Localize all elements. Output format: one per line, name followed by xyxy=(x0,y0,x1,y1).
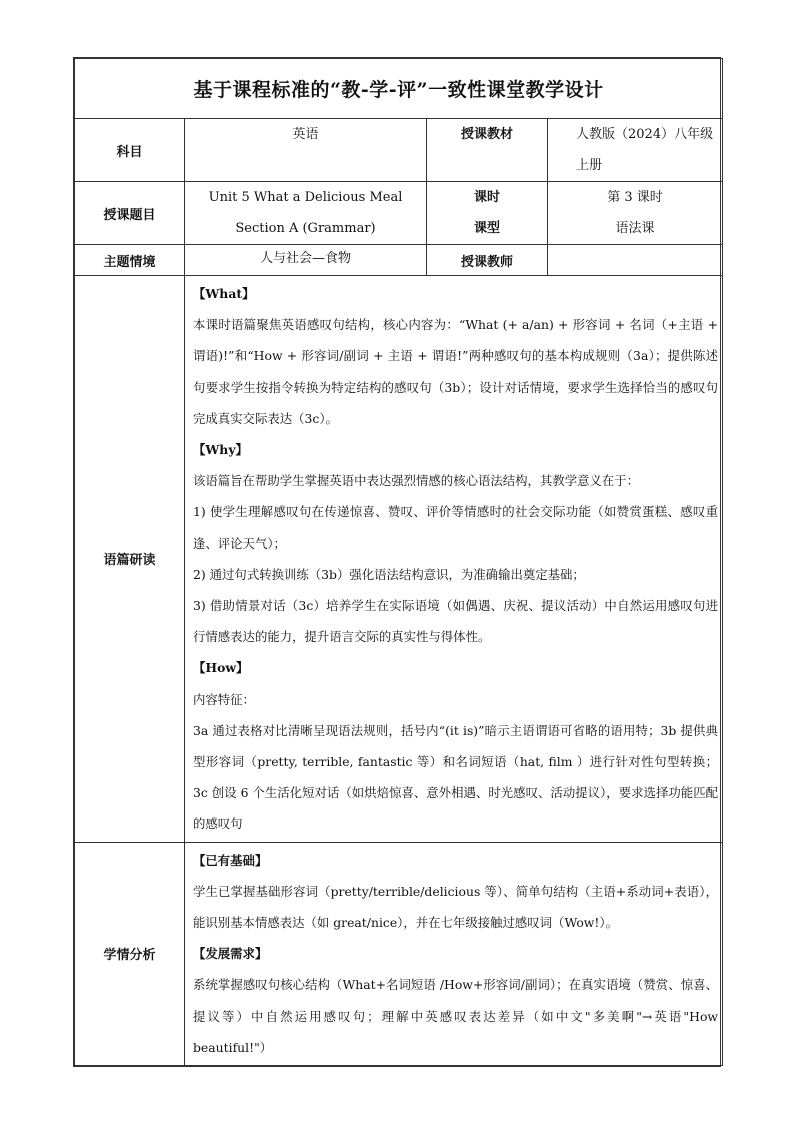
period-label: 课时 xyxy=(473,190,500,205)
textbook-label: 授课教材 xyxy=(427,119,548,182)
teacher-value xyxy=(548,245,723,276)
teacher-label: 授课教师 xyxy=(427,245,548,276)
page-title: 基于课程标准的“教-学-评”一致性课堂教学设计 xyxy=(75,59,723,119)
topic-line-1: Unit 5 What a Delicious Meal xyxy=(208,190,403,205)
theme-label: 主题情境 xyxy=(75,245,185,276)
what-text: 本课时语篇聚焦英语感叹句结构，核心内容为：“What (+ a/an) + 形容词 + 名词（+主语 + 谓语)!”和“How + 形容词/副词 + 主语 + 谓语!”两种感叹句的基本构成规则（3a）；提供陈述句要求学生按指令转换为特定结构的感叹句（3b）；设计对话情境，要求学生选择恰当的感叹句完成真实交际表达（3c）。 xyxy=(193,317,719,426)
topic-line-2: Section A (Grammar) xyxy=(235,221,376,236)
how-heading: 【How】 xyxy=(193,660,249,676)
period-value: 第 3 课时 xyxy=(607,190,663,205)
text-analysis-label: 语篇研读 xyxy=(75,276,185,843)
topic-value xyxy=(185,182,427,245)
period-type-value xyxy=(548,182,723,245)
theme-value: 人与社会—食物 xyxy=(185,245,427,276)
need-heading: 【发展需求】 xyxy=(193,946,268,962)
need-text: 系统掌握感叹句核心结构（What+名词短语 /How+形容词/副词）；在真实语境（赞赏、惊喜、提议等）中自然运用感叹句；理解中英感叹表达差异（如中文"多美啊"→英语"How beautiful!"） xyxy=(193,977,719,1055)
base-heading: 【已有基础】 xyxy=(193,852,268,868)
type-value: 语法课 xyxy=(615,221,655,236)
why-heading: 【Why】 xyxy=(193,442,248,458)
subject-label: 科目 xyxy=(75,119,185,182)
period-type-label xyxy=(427,182,548,245)
why-intro: 该语篇旨在帮助学生掌握英语中表达强烈情感的核心语法结构，其教学意义在于： xyxy=(193,473,640,489)
what-heading: 【What】 xyxy=(193,286,255,301)
why-point-2: 2) 通过句式转换训练（3b）强化语法结构意识，为准确输出奠定基础； xyxy=(193,566,585,582)
how-intro: 内容特征： xyxy=(193,691,255,707)
learner-analysis-content xyxy=(185,842,723,1065)
learner-analysis-label: 学情分析 xyxy=(75,842,185,1065)
base-text: 学生已掌握基础形容词（pretty/terrible/delicious 等）、简单句结构（主语+系动词+表语），能识别基本情感表达（如 great/nice），并在七年级接触过感叹词（Wow!）。 xyxy=(193,883,719,931)
topic-label: 授课题目 xyxy=(75,182,185,245)
text-analysis-content xyxy=(185,276,723,843)
lesson-plan-table xyxy=(73,57,721,1067)
subject-value: 英语 xyxy=(185,119,427,182)
why-point-3: 3) 借助情景对话（3c）培养学生在实际语境（如偶遇、庆祝、提议活动）中自然运用感叹句进行情感表达的能力，提升语言交际的真实性与得体性。 xyxy=(193,598,719,645)
how-text: 3a 通过表格对比清晰呈现语法规则，括号内“(it is)”暗示主语谓语可省略的语用特；3b 提供典型形容词（pretty, terrible, fantastic 等）和名词短语（hat, film ）进行针对性句型转换；3c 创设 6 个生活化短对话（如烘焙惊喜、意外相遇、时光感叹、活动提议），要求选择功能匹配的感叹句 xyxy=(193,722,719,832)
type-label: 课型 xyxy=(473,221,500,236)
textbook-value: 人教版（2024）八年级上册 xyxy=(548,119,723,182)
why-point-1: 1) 使学生理解感叹句在传递惊喜、赞叹、评价等情感时的社会交际功能（如赞赏蛋糕、感叹重逢、评论天气）； xyxy=(193,504,719,551)
